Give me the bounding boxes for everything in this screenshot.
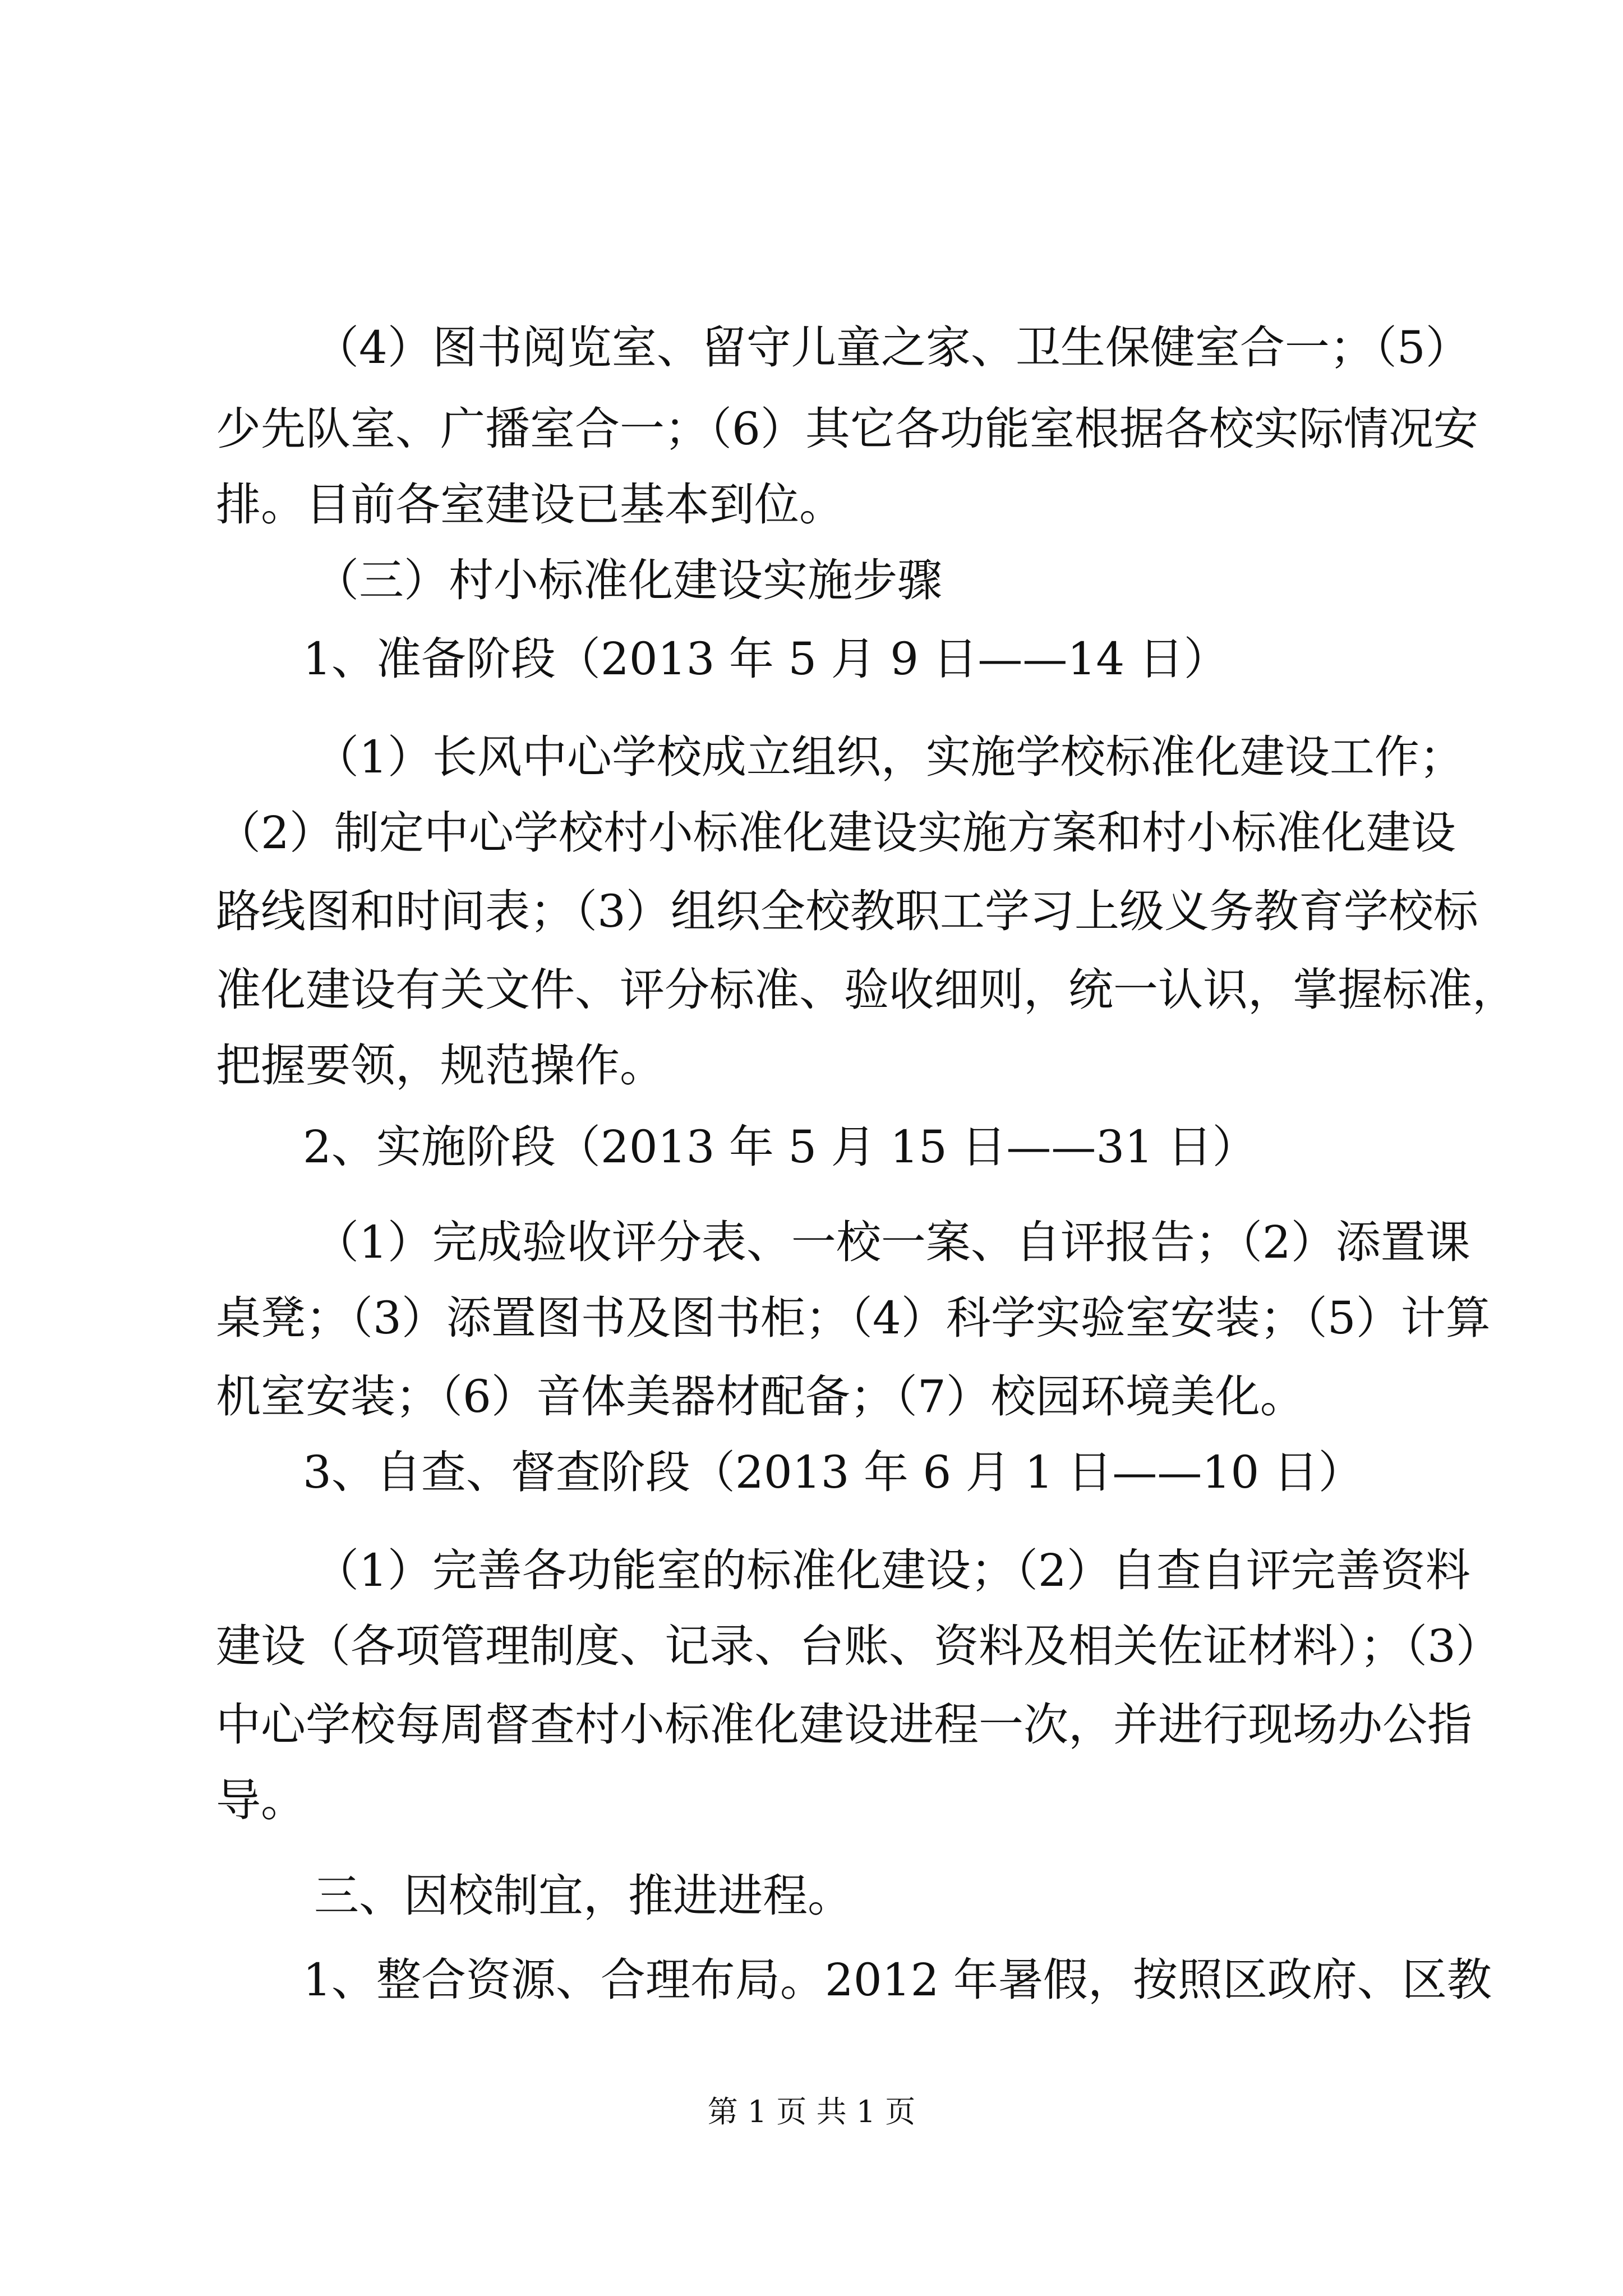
text-line: （1）完善各功能室的标准化建设；（2）自查自评完善资料 bbox=[314, 1544, 1470, 1596]
text-line: 机室安装；（6）音体美器材配备；（7）校园环境美化。 bbox=[216, 1370, 1305, 1423]
text-line: （1）完成验收评分表、一校一案、自评报告；（2）添置课 bbox=[314, 1216, 1470, 1268]
page-footer: 第 1 页 共 1 页 bbox=[707, 2094, 916, 2129]
section-heading: 三、因校制宜，推进进程。 bbox=[314, 1870, 852, 1922]
stage-heading: 2、实施阶段（2013 年 5 月 15 日——31 日） bbox=[303, 1121, 1257, 1173]
section-heading: （三）村小标准化建设实施步骤 bbox=[314, 554, 942, 606]
text-line: 把握要领，规范操作。 bbox=[216, 1039, 665, 1092]
text-line: （4）图书阅览室、留守儿童之家、卫生保健室合一；（5） bbox=[314, 321, 1470, 374]
text-line: 少先队室、广播室合一；（6）其它各功能室根据各校实际情况安 bbox=[216, 403, 1478, 455]
text-line: 排。目前各室建设已基本到位。 bbox=[216, 478, 844, 531]
text-line: 导。 bbox=[216, 1774, 306, 1826]
text-line: 中心学校每周督查村小标准化建设进程一次，并进行现场办公指 bbox=[216, 1699, 1472, 1751]
text-line: （2）制定中心学校村小标准化建设实施方案和村小标准化建设 bbox=[216, 807, 1456, 859]
text-line: （1）长风中心学校成立组织，实施学校标准化建设工作； bbox=[314, 731, 1464, 783]
stage-heading: 3、自查、督查阶段（2013 年 6 月 1 日——10 日） bbox=[303, 1446, 1363, 1498]
text-line: 路线图和时间表；（3）组织全校教职工学习上级义务教育学校标 bbox=[216, 885, 1478, 937]
stage-heading: 1、准备阶段（2013 年 5 月 9 日——14 日） bbox=[303, 633, 1229, 685]
text-line: 桌凳；（3）添置图书及图书柜；（4）科学实验室安装；（5）计算 bbox=[216, 1292, 1491, 1344]
text-line: 1、整合资源、合理布局。2012 年暑假，按照区政府、区教 bbox=[303, 1954, 1492, 2006]
text-line: 建设（各项管理制度、记录、台账、资料及相关佐证材料）；（3） bbox=[216, 1620, 1501, 1672]
text-line: 准化建设有关文件、评分标准、验收细则，统一认识，掌握标准， bbox=[216, 964, 1517, 1016]
